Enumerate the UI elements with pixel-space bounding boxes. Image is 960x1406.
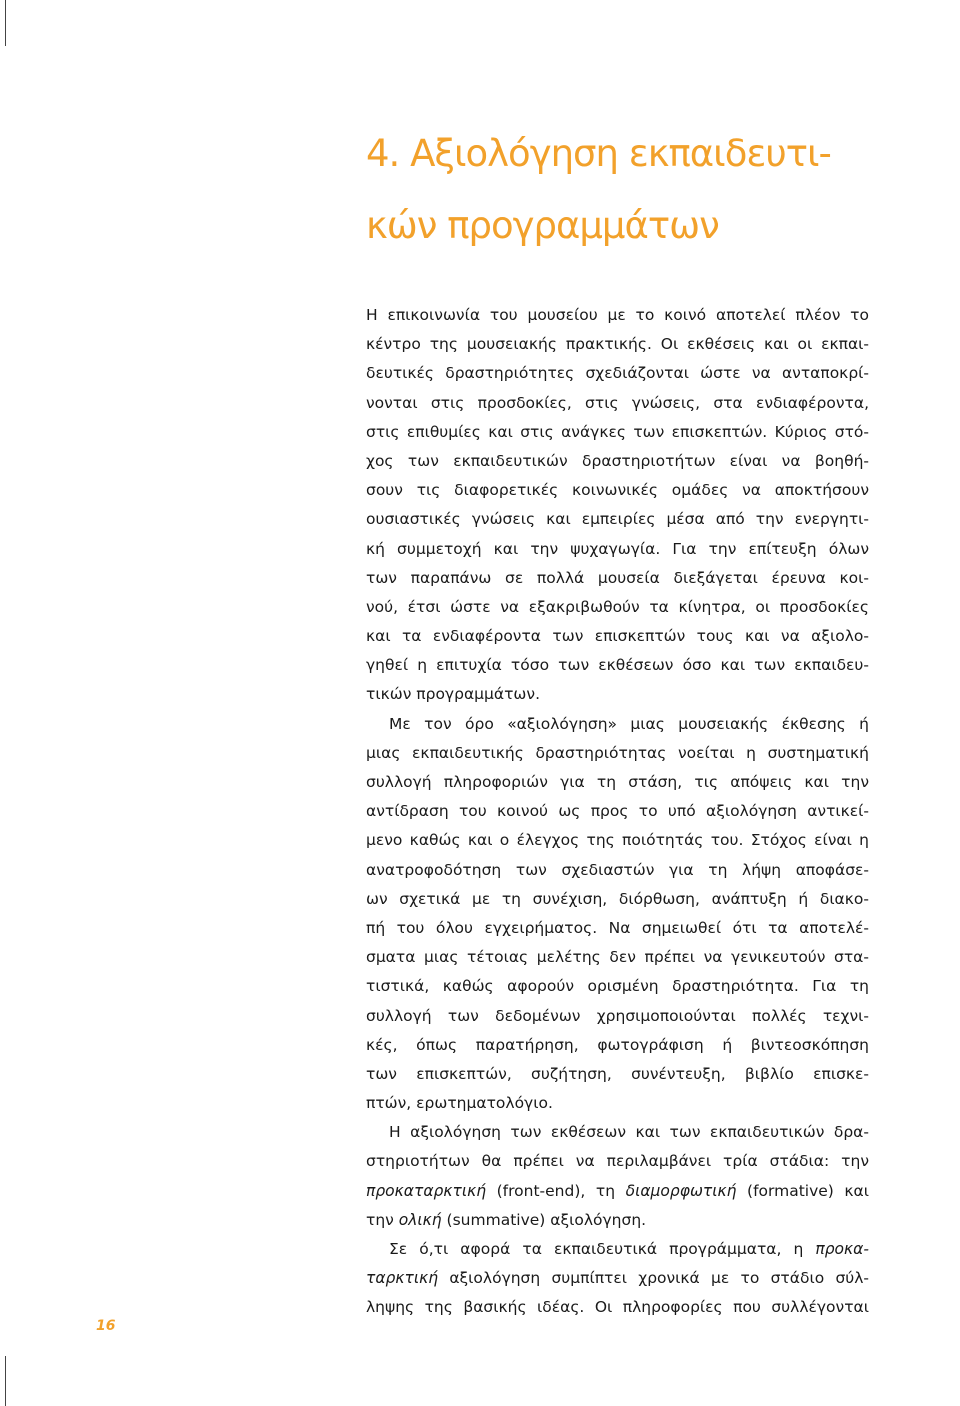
text-line: κές, όπως παρατήρηση, φωτογράφιση ή βιντεοσκόπηση [366, 1035, 869, 1054]
text-line: τικών προγραμμάτων. [366, 685, 540, 704]
text-fragment: (formative) και [736, 1181, 870, 1200]
text-line: γηθεί η επιτυχία τόσο των εκθέσεων όσο και των εκπαιδευ- [366, 656, 869, 675]
text-line [366, 1264, 869, 1293]
chapter-title-line-2: κών προγραμμάτων [366, 204, 719, 247]
text-line: ουσιαστικές γνώσεις και εμπειρίες μέσα από την ενεργητι- [366, 510, 869, 529]
text-line [366, 1206, 869, 1235]
chapter-title [366, 118, 886, 262]
text-line: Η αξιολόγηση των εκθέσεων και των εκπαιδευτικών δρα- [389, 1123, 869, 1142]
text-line: τιστικά, καθώς αφορούν ορισμένη δραστηριότητα. Για τη [366, 977, 869, 996]
text-line [366, 1177, 869, 1206]
paragraph-2 [366, 710, 869, 1119]
term-front-end: προκαταρκτική [366, 1181, 487, 1200]
body-text [366, 301, 869, 1323]
term-front-end-part-2: ταρκτική [366, 1269, 439, 1288]
text-line: των επισκεπτών, συζήτηση, συνέντευξη, βιβλίο επισκε- [366, 1064, 869, 1083]
text-line: σουν τις διαφορετικές κοινωνικές ομάδες να αποκτήσουν [366, 481, 869, 500]
text-line: των παραπάνω σε πολλά μουσεία διεξάγεται έρευνα κοι- [366, 568, 869, 587]
text-line: Η επικοινωνία του μουσείου με το κοινό αποτελεί πλέον το [366, 306, 869, 324]
text-line: Με τον όρο «αξιολόγηση» μιας μουσειακής έκθεσης ή [389, 714, 869, 733]
text-line: κέντρο της μουσειακής πρακτικής. Οι εκθέσεις και οι εκπαι- [366, 335, 869, 354]
text-line: πτών, ερωτηματολόγιο. [366, 1094, 553, 1113]
crop-mark-bottom [5, 1356, 6, 1406]
text-line: ληψης της βασικής ιδέας. Οι πληροφορίες που συλλέγονται [366, 1298, 869, 1317]
text-line: σματα μιας τέτοιας μελέτης δεν πρέπει να γενικευτούν στα- [366, 948, 869, 967]
text-line: νονται στις προσδοκίες, στις γνώσεις, στα ενδιαφέροντα, [366, 393, 869, 412]
text-line: και τα ενδιαφέροντα των επισκεπτών τους και να αξιολο- [366, 627, 869, 646]
page-number: 16 [96, 1318, 116, 1334]
text-line: μιας εκπαιδευτικής δραστηριότητας νοείται η συστηματική [366, 743, 869, 762]
paragraph-4 [366, 1235, 869, 1323]
text-line: στηριοτήτων θα πρέπει να περιλαμβάνει τρία στάδια: την [366, 1152, 869, 1171]
text-line: ανατροφοδότηση των σχεδιαστών για τη λήψη αποφάσε- [366, 860, 869, 879]
text-line: συλλογή πληροφοριών για τη στάση, τις απόψεις και την [366, 773, 869, 791]
text-line: πή του όλου εγχειρήματος. Να σημειωθεί ότι τα αποτελέ- [366, 918, 869, 937]
text-line: μενο καθώς και ο έλεγχος της ποιότητάς του. Στόχος είναι η [366, 831, 869, 850]
text-line [366, 1235, 869, 1264]
text-line: στις επιθυμίες και στις ανάγκες των επισκεπτών. Κύριος στό- [366, 422, 869, 441]
text-line: ων σχετικά με τη συνέχιση, διόρθωση, ανάπτυξη ή διακο- [366, 889, 869, 908]
text-fragment: αξιολόγηση συμπίπτει χρονικά με το στάδιο σύλ- [438, 1269, 869, 1288]
text-fragment: Σε ό,τι αφορά τα εκπαιδευτικά προγράμματα, η [389, 1240, 816, 1258]
term-summative: ολική [398, 1210, 442, 1229]
term-front-end-part-1: προκα- [815, 1240, 869, 1258]
paragraph-3 [366, 1118, 869, 1235]
text-line: αντίδραση του κοινού ως προς το υπό αξιολόγηση αντικεί- [366, 802, 869, 821]
text-line: νού, έτσι ώστε να εξακριβωθούν τα κίνητρα, οι προσδοκίες [366, 597, 869, 616]
text-fragment: (summative) αξιολόγηση. [441, 1210, 647, 1229]
text-line: συλλογή των δεδομένων χρησιμοποιούνται πολλές τεχνι- [366, 1006, 869, 1025]
crop-mark-top [5, 0, 6, 46]
text-fragment: την [366, 1210, 399, 1229]
chapter-title-line-1: 4. Αξιολόγηση εκπαιδευτι- [366, 132, 831, 175]
paragraph-1 [366, 301, 869, 710]
text-line: δευτικές δραστηριότητες σχεδιάζονται ώστε να ανταποκρί- [366, 364, 869, 383]
term-formative: διαμορφωτική [625, 1181, 737, 1200]
text-fragment: (front-end), τη [486, 1181, 626, 1200]
text-line: χος των εκπαιδευτικών δραστηριοτήτων είναι να βοηθή- [366, 451, 869, 470]
text-line: κή συμμετοχή και την ψυχαγωγία. Για την επίτευξη όλων [366, 539, 869, 558]
